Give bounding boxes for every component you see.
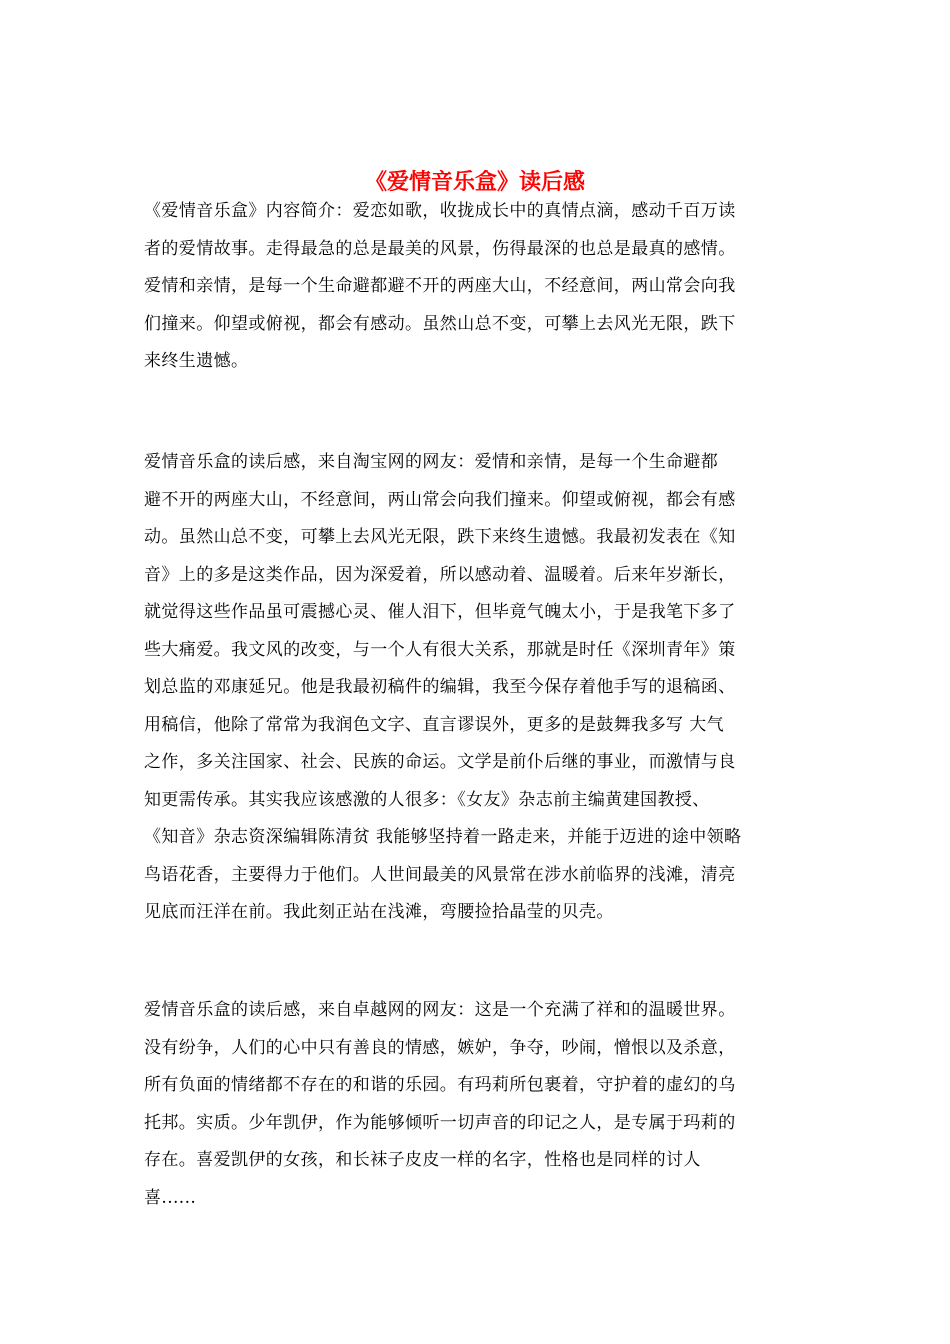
paragraph-line: 《知音》杂志资深编辑陈清贫 我能够坚持着一路走来，并能于迈进的途中领略	[144, 827, 742, 847]
paragraph-line: 托邦。实质。少年凯伊，作为能够倾听一切声音的印记之人，是专属于玛莉的	[144, 1112, 736, 1133]
paragraph-line: 用稿信，他除了常常为我润色文字、直言谬误外，更多的是鼓舞我多写 大气	[144, 714, 725, 735]
paragraph-line: 所有负面的情绪都不存在的和谐的乐园。有玛莉所包裹着，守护着的虚幻的乌	[144, 1075, 736, 1095]
paragraph-line: 划总监的邓康延兄。他是我最初稿件的编辑，我至今保存着他手写的退稿函、	[144, 677, 736, 697]
paragraph-line: 爱情音乐盒的读后感，来自卓越网的网友：这是一个充满了祥和的温暖世界。	[144, 1000, 736, 1020]
document-title: 《爱情音乐盒》读后感	[364, 169, 585, 195]
paragraph-line: 者的爱情故事。走得最急的总是最美的风景，伤得最深的也总是最真的感情。	[144, 238, 736, 259]
paragraph-line: 《爱情音乐盒》内容简介：爱恋如歌，收拢成长中的真情点滴，感动千百万读	[144, 201, 736, 221]
paragraph-line: 喜......	[144, 1187, 197, 1208]
paragraph-line: 动。虽然山总不变，可攀上去风光无限，跌下来终生遗憾。我最初发表在《知	[144, 527, 736, 547]
paragraph-line: 音》上的多是这类作品，因为深爱着，所以感动着、温暖着。后来年岁渐长，	[144, 564, 736, 585]
paragraph-review-zhuoyue	[144, 992, 736, 1217]
paragraph-line: 些大痛爱。我文风的改变，与一个人有很大关系，那就是时任《深圳青年》策	[144, 639, 736, 660]
paragraph-line: 们撞来。仰望或俯视，都会有感动。虽然山总不变，可攀上去风光无限，跌下	[144, 313, 736, 334]
paragraph-line: 来终生遗憾。	[144, 351, 249, 371]
paragraph-line: 没有纷争，人们的心中只有善良的情感，嫉妒，争夺，吵闹，憎恨以及杀意，	[144, 1037, 736, 1058]
paragraph-review-taobao	[144, 444, 741, 932]
paragraph-line: 爱情音乐盒的读后感，来自淘宝网的网友：爱情和亲情，是每一个生命避都	[144, 452, 719, 472]
paragraph-line: 爱情和亲情，是每一个生命避都避不开的两座大山，不经意间，两山常会向我	[144, 276, 736, 296]
paragraph-intro	[144, 193, 736, 381]
paragraph-line: 之作，多关注国家、社会、民族的命运。文学是前仆后继的事业，而激情与良	[144, 752, 736, 772]
paragraph-line: 存在。喜爱凯伊的女孩，和长袜子皮皮一样的名字，性格也是同样的讨人	[144, 1150, 701, 1170]
paragraph-line: 就觉得这些作品虽可震撼心灵、催人泪下，但毕竟气魄太小，于是我笔下多了	[144, 602, 736, 622]
paragraph-line: 鸟语花香，主要得力于他们。人世间最美的风景常在涉水前临界的浅滩，清亮	[144, 864, 736, 885]
paragraph-line: 避不开的两座大山，不经意间，两山常会向我们撞来。仰望或俯视，都会有感	[144, 489, 736, 510]
paragraph-line: 知更需传承。其实我应该感激的人很多：《女友》杂志前主编黄建国教授、	[144, 789, 710, 810]
paragraph-line: 见底而汪洋在前。我此刻正站在浅滩，弯腰捡拾晶莹的贝壳。	[144, 902, 614, 922]
